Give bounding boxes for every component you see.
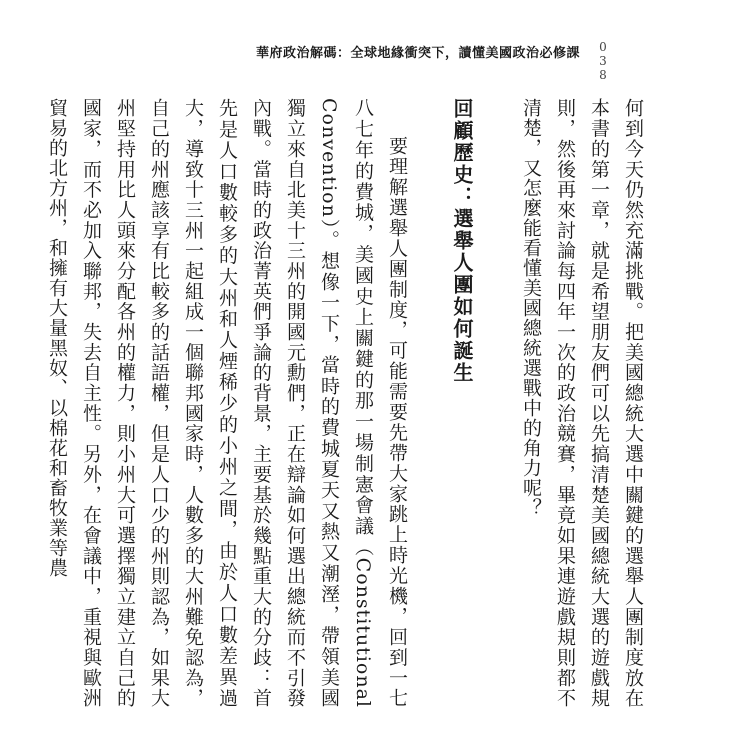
page-number-text xyxy=(596,40,610,82)
section-heading: 回顧歷史：選舉人團如何誕生 xyxy=(450,98,474,384)
vertical-body-text xyxy=(40,98,650,708)
section-spacer xyxy=(492,98,514,708)
running-head-title: 華府政治解碼：全球地緣衝突下，讀懂美國政治必修課 xyxy=(255,46,580,61)
page-number-digit: 3 xyxy=(599,54,607,68)
heading-spacer xyxy=(414,98,436,708)
page-number xyxy=(596,40,610,82)
paragraph-electoral-college-history: 要理解選舉人團制度，可能需要先帶大家跳上時光機，回到一七八七年的費城，美國史上關鍵的那一場制憲會議（Constitutional Convention）。想像一下，當時的費城夏天又熱又潮溼，帶領美國獨立來自北美十三州的開國元勳們，正在辯論如何選出總統而不引發內戰。當時的政治菁英們爭論的背景，主要基於幾點重大的分歧：首先是人口數較多的大州和人煙稀少的小州之間，由於人口數差異過大，導致十三州一起組成一個聯邦國家時，人數多的大州難免認為，自己的州應該享有比較多的話語權，但是人口少的州則認為，如果大州堅持用比人頭來分配各州的權力，則小州大可選擇獨立建立自己的國家，而不必加入聯邦，失去自主性。另外，在會議中，重視與歐洲貿易的北方州，和擁有大量黑奴、以棉花和畜牧業等農 xyxy=(46,98,408,708)
page-number-digit: 8 xyxy=(599,68,607,82)
paragraph-continuation: 何到今天仍然充滿挑戰。把美國總統大選中關鍵的選舉人團制度放在本書的第一章，就是希望朋友們可以先搞清楚美國總統大選的遊戲規則，然後再來討論每四年一次的政治競賽，畢竟如果連遊戲規則都不清楚，又怎麼能看懂美國總統選戰中的角力呢？ xyxy=(520,98,644,708)
page-number-digit: 0 xyxy=(599,40,607,54)
